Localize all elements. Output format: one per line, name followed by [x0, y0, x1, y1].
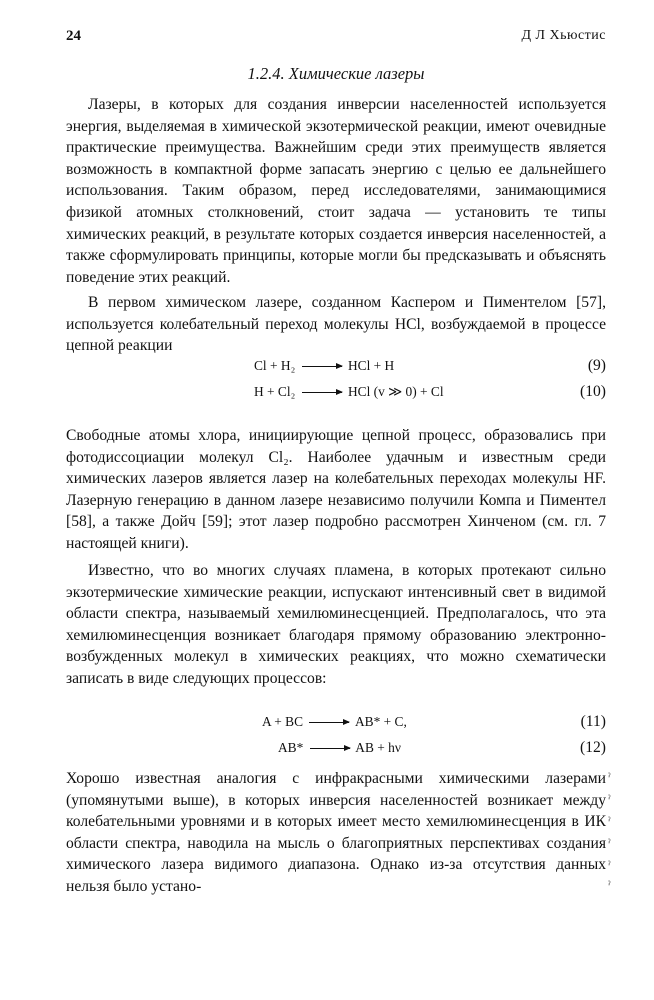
equation-11-left: A + BC [262, 714, 304, 729]
equation-11 [66, 714, 606, 734]
margin-mark-icon: ˀ [608, 838, 611, 849]
equation-12 [66, 740, 606, 760]
paragraph-2: В первом химическом лазере, созданном Каспером и Пиментелом [57], используется колебательный переход молекулы HCl, возбуждаемой в процессе цепной реакции [66, 294, 606, 355]
margin-mark-icon: ˀ [608, 794, 611, 805]
equation-9-number: (9) [587, 357, 606, 374]
equation-9 [66, 358, 606, 378]
equation-10 [66, 384, 606, 404]
reaction-arrow-icon [302, 392, 342, 393]
paragraph-4: Известно, что во многих случаях пламена, в которых протекают сильно экзотермические химические реакции, испускают интенсивный свет в видимой области спектра, называемый хемилюминесценцией. Предполагалось, что эта хемилюминесценция возникает благодаря прямому образованию электронно-возбужденных молекул в химических реакциях, что можно схематически записать в виде следующих процессов: [66, 562, 606, 687]
equation-12-left: AB* [278, 740, 304, 755]
equation-9-right: HCl + H [347, 358, 395, 373]
equation-9-left: Cl + H₂ [254, 358, 296, 373]
equation-12-right: AB + hν [355, 740, 401, 755]
paragraph-3: Свободные атомы хлора, инициирующие цепной процесс, образовались при фотодиссоциации молекул Cl₂. Наиболее удачным и известным среди химических лазеров является лазер на колебательных переходах молекулы HF. Лазерную генерацию в данном лазере независимо получили Компа и Пиментел [58], а также Дойч [59]; этот лазер подробно рассмотрен Хинченом (см. гл. 7 настоящей книги). [66, 427, 606, 552]
page-number: 24 [66, 28, 81, 44]
margin-mark-icon: ˀ [608, 772, 611, 783]
margin-mark-icon: ˀ [608, 860, 611, 871]
reaction-arrow-icon [309, 722, 349, 723]
reaction-arrow-icon [310, 748, 350, 749]
equation-10-left: H + Cl₂ [254, 384, 296, 399]
page-header [66, 28, 606, 48]
running-head: Д Л Хьюстис [521, 28, 606, 43]
reaction-arrow-icon [302, 366, 342, 367]
equation-10-right: HCl (v ≫ 0) + Cl [347, 384, 444, 399]
margin-mark-icon: ˀ [608, 816, 611, 827]
equation-12-number: (12) [580, 739, 606, 756]
margin-mark-icon: ˀ [608, 880, 611, 891]
section-title: 1.2.4. Химические лазеры [247, 64, 425, 83]
equation-11-right: AB* + C, [355, 714, 407, 729]
paragraph-5: Хорошо известная аналогия с инфракрасными химическими лазерами (упомянутыми выше), в которых инверсия населенностей возникает между колебательными уровнями и в которых имеет место хемилюминесценция в ИК области спектра, наводила на мысль о благоприятных перспективах создания химического лазера видимого диапазона. Однако из-за отсутствия данных нельзя было устано- [66, 770, 606, 895]
paragraph-1: Лазеры, в которых для создания инверсии населенностей используется энергия, выделяемая в химической экзотермической реакции, имеют очевидные практические преимущества. Важнейшим среди этих преимуществ является возможность в компактной форме запасать энергию с целью ее дальнейшего использования. Таким образом, перед исследователями, занимающимися физикой атомных столкновений, стоит задача — установить те типы химических реакций, в результате которых создается инверсия населенностей, а также сформулировать принципы, которые могли бы предсказывать и объяснять поведение этих реакций. [66, 96, 606, 286]
equation-11-number: (11) [580, 713, 606, 730]
equation-10-number: (10) [580, 383, 606, 400]
